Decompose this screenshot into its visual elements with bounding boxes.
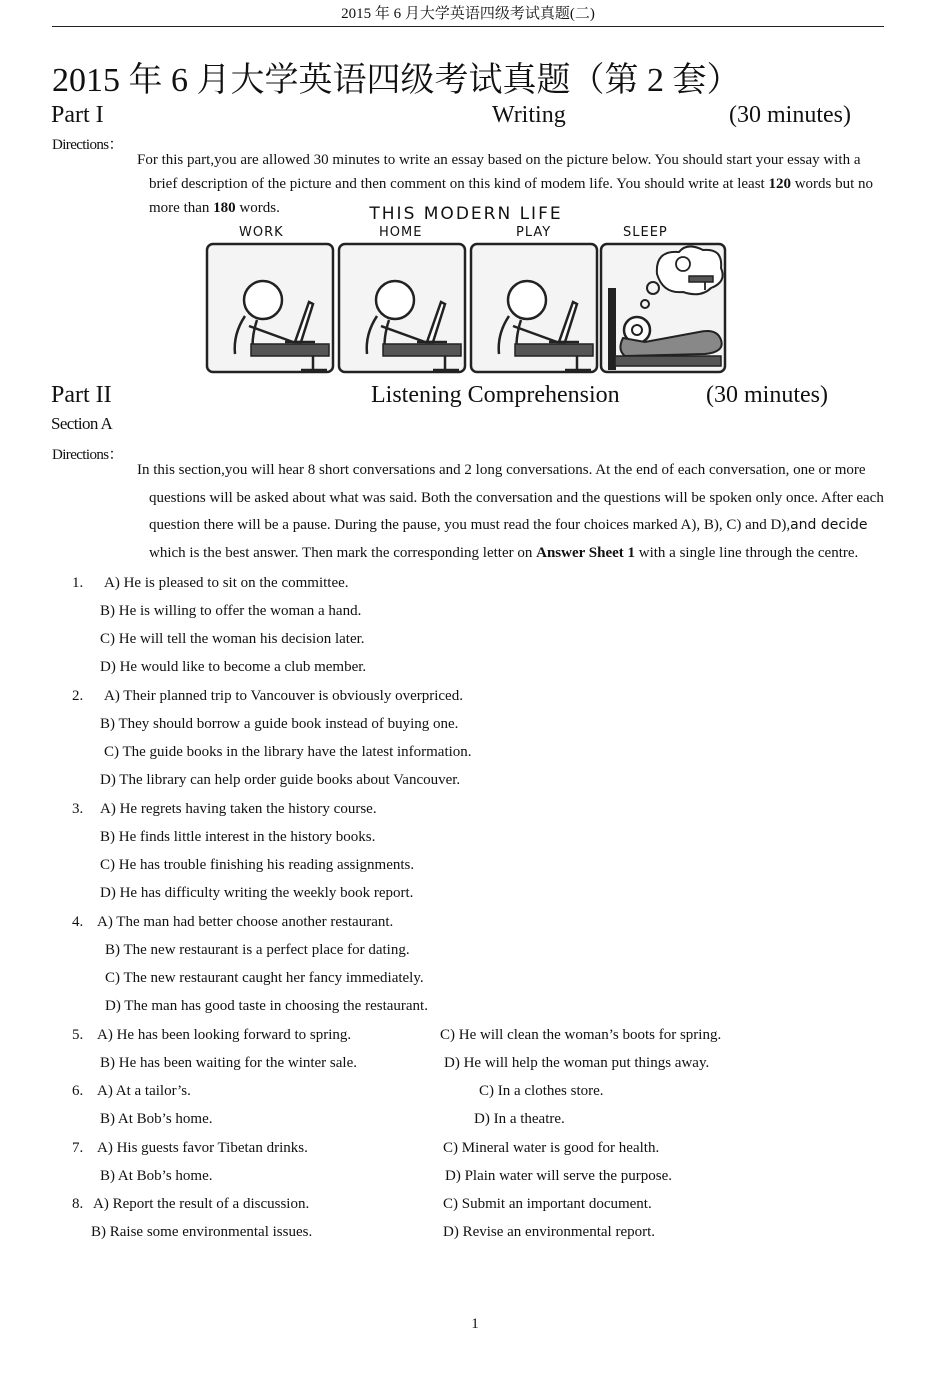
part1-time: (30 minutes) (729, 102, 851, 128)
part2-directions-pre: In this section,you will hear 8 short conversations and 2 long conversations. At the end of each conversation, one or more questions will be asked about what was said. Both the conversation and the questions will be spoken only once. After each question there will be a pause. During the pause, you must read the four choices marked A), B), C) and D), (137, 462, 884, 533)
question-number: 2. (72, 688, 84, 704)
option: B) Raise some environmental issues. (91, 1224, 313, 1240)
part2-time: (30 minutes) (706, 382, 828, 408)
option: A) Their planned trip to Vancouver is obviously overpriced. (104, 688, 463, 704)
part2-directions-label: Directions： (52, 447, 123, 463)
part2-directions-mid: which is the best answer. Then mark the corresponding letter on (149, 544, 537, 561)
document-title: 2015 年 6 月大学英语四级考试真题（第 2 套） (52, 62, 741, 99)
option: C) He will clean the woman’s boots for spring. (440, 1027, 722, 1043)
option: B) They should borrow a guide book instead of buying one. (100, 716, 459, 732)
option: D) In a theatre. (474, 1111, 565, 1127)
comic-title: THIS MODERN LIFE (369, 204, 563, 224)
option: D) The man has good taste in choosing the restaurant. (105, 998, 428, 1014)
part1-label: Part I (51, 102, 104, 128)
question-number: 5. (72, 1027, 84, 1043)
page-number: 1 (471, 1316, 479, 1332)
option: D) Plain water will serve the purpose. (445, 1168, 673, 1184)
option: A) Report the result of a discussion. (93, 1196, 310, 1212)
part2-directions (52, 442, 888, 582)
section-a-heading: Section A (51, 414, 113, 433)
option: B) He finds little interest in the history books. (100, 829, 376, 845)
option: B) The new restaurant is a perfect place for dating. (105, 942, 410, 958)
answer-sheet-ref: Answer Sheet 1 (536, 544, 636, 561)
question-number: 4. (72, 914, 84, 930)
option: D) He would like to become a club member. (100, 659, 367, 675)
option: D) He has difficulty writing the weekly book report. (100, 885, 414, 901)
part1-directions-label: Directions： (52, 137, 123, 153)
option: C) The new restaurant caught her fancy immediately. (105, 970, 424, 986)
option: C) He has trouble finishing his reading assignments. (100, 857, 415, 873)
question-number: 3. (72, 801, 84, 817)
running-header: 2015 年 6 月大学英语四级考试真题(二) (52, 2, 884, 27)
part2-name: Listening Comprehension (371, 382, 620, 408)
part2-heading (51, 382, 891, 412)
part2-directions-post: with a single line through the centre. (635, 544, 859, 561)
question-number: 8. (72, 1196, 84, 1212)
option: B) He has been waiting for the winter sale. (100, 1055, 357, 1071)
part2-label: Part II (51, 382, 112, 408)
max-words: 180 (213, 200, 236, 216)
option: D) Revise an environmental report. (443, 1224, 656, 1240)
option: A) He has been looking forward to spring. (97, 1027, 352, 1043)
option: C) The guide books in the library have the latest information. (104, 744, 472, 760)
option: A) His guests favor Tibetan drinks. (97, 1140, 308, 1156)
option: A) He regrets having taken the history course. (100, 801, 377, 817)
option: A) He is pleased to sit on the committee. (104, 575, 349, 591)
part2-directions-and: and decide (790, 517, 868, 533)
panel-label-work: WORK (239, 225, 284, 240)
part1-directions-pre: For this part,you are allowed 30 minutes to write an essay based on the picture below. You should start your essay with a brief description of the picture and then comment on this kind of modem life. You should write at least (137, 152, 861, 192)
comic-strip-illustration (205, 242, 727, 382)
option: B) He is willing to offer the woman a hand. (100, 603, 362, 619)
option: B) At Bob’s home. (100, 1111, 213, 1127)
option: A) The man had better choose another restaurant. (97, 914, 394, 930)
panel-label-home: HOME (379, 225, 423, 240)
question-number: 1. (72, 575, 84, 591)
option: C) Submit an important document. (443, 1196, 652, 1212)
panel-label-play: PLAY (516, 225, 552, 240)
panel-label-sleep: SLEEP (623, 225, 668, 240)
question-number: 7. (72, 1140, 84, 1156)
comic-this-modern-life (205, 204, 727, 382)
option: C) In a clothes store. (479, 1083, 604, 1099)
part1-directions-post: words. (235, 200, 280, 216)
option: C) He will tell the woman his decision later. (100, 631, 365, 647)
part1-directions-mid: words but no more than (149, 176, 874, 216)
min-words: 120 (768, 176, 791, 192)
option: D) He will help the woman put things away. (444, 1055, 710, 1071)
question-number: 6. (72, 1083, 84, 1099)
part1-name: Writing (492, 102, 566, 128)
option: D) The library can help order guide books about Vancouver. (100, 772, 461, 788)
part1-heading (51, 102, 891, 132)
option: C) Mineral water is good for health. (443, 1140, 660, 1156)
option: A) At a tailor’s. (97, 1083, 191, 1099)
option: B) At Bob’s home. (100, 1168, 213, 1184)
part2-directions-text (137, 457, 888, 567)
